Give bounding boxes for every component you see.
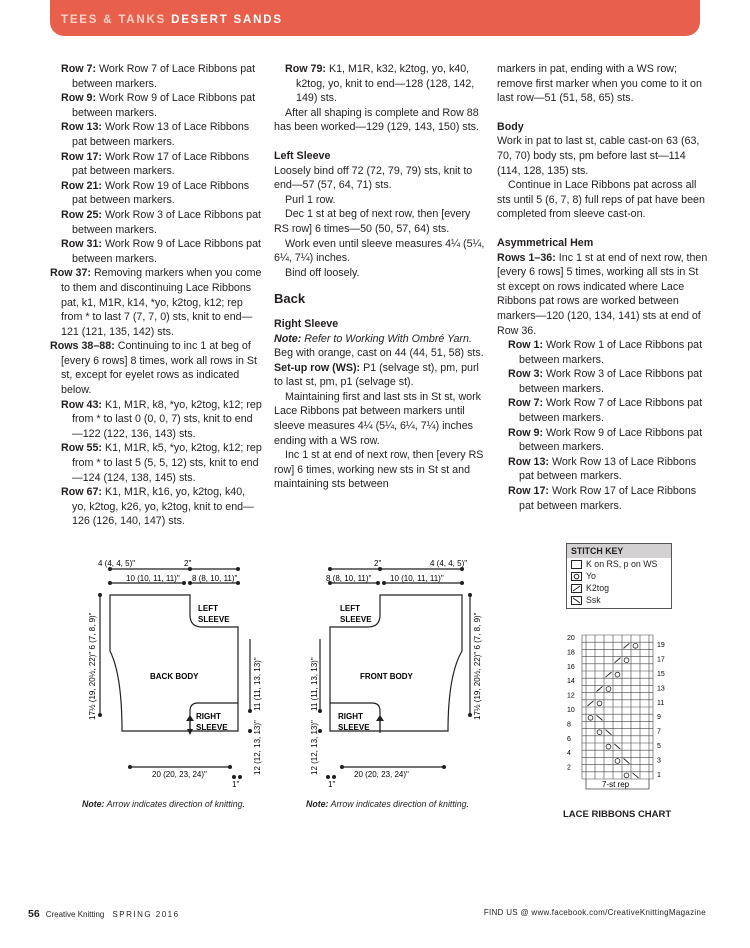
back-schematic (80, 555, 280, 800)
chart-row-label-18: 18 (567, 649, 575, 657)
chart-rep-label: 7-st rep (602, 780, 630, 789)
chart-row-label-13: 13 (657, 685, 665, 693)
footer-left (28, 908, 180, 920)
after-shaping: After all shaping is complete and Row 88 has been worked—129 (129, 143, 150) sts. (274, 106, 479, 134)
chart-yo-12 (597, 730, 602, 735)
chart-ssk-19 (633, 773, 639, 778)
chart-yo-5 (615, 672, 620, 677)
back-label-body: BACK BODY (150, 672, 199, 681)
back-label-right-sleeve: RIGHT SLEEVE (196, 712, 228, 732)
back-dim-left: 17½ (19, 20½, 22)" 6 (7, 8, 9)" (88, 612, 97, 720)
chart-yo-10 (588, 715, 593, 720)
chart-row-label-9: 9 (657, 714, 661, 722)
chart-yo-1 (633, 643, 638, 648)
left-sleeve-para-1: Loosely bind off 72 (72, 79, 79) sts, knit to end—57 (57, 64, 71) sts. (274, 164, 473, 192)
back-dim-top-a: 10 (10, 11, 11)" (126, 574, 180, 583)
key-yo: Yo (567, 570, 671, 582)
chart-ssk-13 (606, 730, 612, 735)
front-dim-top-right: 4 (4, 4, 5)" (430, 559, 468, 568)
pattern-name: DESERT SANDS (171, 14, 283, 26)
footer-right: FIND US @ www.facebook.com/CreativeKnittingMagazine (483, 908, 706, 917)
col1-row-7: Row 37: Removing markers when you come to them and discontinuing Lace Ribbons pat, k1, M1R, k14, *yo, k2tog, k12; rep from * to last 7 (7, 7, 0) sts, knit to end—121 (121, 135, 142) sts. (50, 267, 262, 338)
front-dim-left: 11 (11, 13, 13)" (310, 657, 319, 711)
ssk-symbol-icon (571, 596, 582, 605)
lace-ribbons-chart (566, 633, 706, 800)
chart-row-label-1: 1 (657, 771, 661, 779)
back-heading: Back (274, 291, 306, 307)
front-dim-right: 17½ (19, 20½, 22)" 6 (7, 8, 9)" (473, 612, 482, 720)
chart-row-label-10: 10 (567, 707, 575, 714)
chart-k2tog-4 (606, 672, 612, 677)
right-sleeve-para-1: Beg with orange, cast on 44 (44, 51, 58) sts. (274, 347, 484, 360)
right-sleeve-para-3: Inc 1 st at end of next row, then [every RS row] 6 times, working new sts in St st and maintaining sts between (274, 449, 484, 491)
hem-row-3: Row 9: Work Row 9 of Lace Ribbons pat between markers. (508, 426, 703, 454)
text-column-3 (497, 62, 709, 513)
chart-row-label-4: 4 (567, 750, 571, 758)
key-ssk: Ssk (567, 594, 671, 606)
stitch-key-title: STITCH KEY (567, 544, 671, 558)
yo-symbol-icon (571, 572, 582, 581)
chart-row-label-20: 20 (567, 635, 575, 642)
hem-row-2: Row 7: Work Row 7 of Lace Ribbons pat between markers. (508, 397, 703, 425)
left-sleeve-para-5: Bind off loosely. (285, 266, 360, 279)
back-dim-bottom: 20 (20, 23, 24)" (152, 770, 207, 779)
col1-row-6: Row 31: Work Row 9 of Lace Ribbons pat between markers. (61, 238, 261, 265)
row-79: Row 79: K1, M1R, k32, k2tog, yo, k40, k2tog, yo, knit to end—128 (128, 142, 149) sts. (285, 63, 475, 105)
back-dim-top-mid: 2" (184, 559, 192, 568)
col1-row-0: Row 7: Work Row 7 of Lace Ribbons pat between markers. (61, 63, 256, 90)
chart-k2tog-0 (624, 643, 630, 648)
left-sleeve-para-4: Work even until sleeve measures 4¼ (5¼, 6¼, 7¼) inches. (274, 237, 485, 265)
front-label-body: FRONT BODY (360, 672, 413, 681)
col1-row-8: Rows 38–88: Continuing to inc 1 at beg of [every 6 rows] 8 times, work all rows in St st, except for eyelet rows as indicated below. (50, 340, 257, 397)
col1-row-2: Row 13: Work Row 13 of Lace Ribbons pat between markers. (61, 121, 250, 148)
chart-row-label-19: 19 (657, 642, 665, 650)
col1-row-4: Row 21: Work Row 19 of Lace Ribbons pat between markers. (61, 179, 250, 207)
hem-heading: Asymmetrical Hem (497, 236, 594, 249)
back-dim-top-b: 8 (8, 10, 11)" (192, 574, 238, 583)
chart-yo-7 (606, 687, 611, 692)
col1-row-9: Row 43: K1, M1R, k8, *yo, k2tog, k12; rep from * to last 0 (0, 0, 7) sts, knit to end—122 (122, 136, 143) sts. (61, 398, 262, 440)
left-sleeve-para-3: Dec 1 st at beg of next row, then [every RS row] 6 times—50 (50, 57, 64) sts. (274, 208, 471, 235)
front-dim-top-mid: 2" (374, 559, 382, 568)
knit-symbol-icon (571, 560, 582, 569)
body-para-1: Work in pat to last st, cable cast-on 63 (63, 70, 70) body sts, pm before last st—114 (114, 128, 135) sts. (497, 135, 700, 177)
chart-row-label-7: 7 (657, 728, 661, 736)
chart-row-label-6: 6 (567, 735, 571, 743)
issue: SPRING 2016 (112, 910, 180, 919)
chart-ssk-11 (597, 715, 603, 720)
chart-row-label-17: 17 (657, 656, 665, 664)
setup-row: Set-up row (WS): P1 (selvage st), pm, purl to last st, pm, p1 (selvage st). (274, 361, 479, 389)
page-number: 56 (28, 908, 40, 920)
chart-yo-16 (615, 759, 620, 764)
col1-row-11: Row 67: K1, M1R, k16, yo, k2tog, k40, yo, k2tog, k26, yo, k2tog, knit to end—126 (126, 140, 147) sts. (61, 486, 254, 528)
col1-row-1: Row 9: Work Row 9 of Lace Ribbons pat between markers. (61, 92, 256, 119)
chart-row-label-5: 5 (657, 743, 661, 750)
back-dim-top-left: 4 (4, 4, 5)" (98, 559, 136, 568)
col1-row-10: Row 55: K1, M1R, k5, *yo, k2tog, k12; rep from * to last 5 (5, 5, 12) sts, knit to end—124 (124, 138, 145) sts. (61, 442, 262, 484)
k2tog-symbol-icon (571, 584, 582, 593)
hem-row-5: Row 17: Work Row 17 of Lace Ribbons pat between markers. (508, 485, 697, 512)
chart-row-label-8: 8 (567, 721, 571, 729)
body-heading: Body (497, 120, 524, 133)
front-dim-left-bottom: 12 (12, 13, 13)" (310, 720, 319, 775)
right-sleeve-note: Note: Refer to Working With Ombré Yarn. (274, 332, 472, 345)
chart-yo-18 (624, 773, 629, 778)
key-k2tog: K2tog (567, 582, 671, 594)
front-label-right-sleeve: RIGHT SLEEVE (338, 712, 370, 732)
chart-k2tog-6 (597, 686, 603, 691)
chart-yo-9 (597, 701, 602, 706)
hem-row-0: Row 1: Work Row 1 of Lace Ribbons pat between markers. (508, 339, 703, 366)
key-knit: K on RS, p on WS (567, 558, 671, 570)
front-dim-top-b: 10 (10, 11, 11)" (390, 574, 444, 583)
col1-row-3: Row 17: Work Row 17 of Lace Ribbons pat between markers. (61, 150, 250, 178)
text-column-2 (274, 62, 486, 492)
chart-yo-3 (624, 658, 629, 663)
chart-row-label-12: 12 (567, 692, 575, 700)
chart-k2tog-2 (615, 658, 621, 663)
chart-row-label-11: 11 (657, 699, 665, 707)
text-column-1 (50, 62, 262, 529)
col1-row-5: Row 25: Work Row 3 of Lace Ribbons pat between markers. (61, 208, 261, 236)
continued-text: markers in pat, ending with a WS row; remove first marker when you come to it on last row—51 (51, 58, 65) sts. (497, 63, 702, 105)
left-sleeve-para-2: Purl 1 row. (285, 193, 336, 206)
magazine-name: Creative Knitting (45, 910, 105, 919)
chart-ssk-15 (615, 744, 621, 749)
chart-row-label-16: 16 (567, 663, 575, 671)
back-dim-bottom-small: 1" (232, 780, 240, 789)
chart-title: LACE RIBBONS CHART (563, 809, 672, 820)
front-dim-top-a: 8 (8, 10, 11)" (326, 574, 372, 583)
section-banner (50, 0, 700, 36)
chart-k2tog-8 (588, 701, 594, 706)
hem-row-1: Row 3: Work Row 3 of Lace Ribbons pat between markers. (508, 368, 703, 395)
chart-row-label-2: 2 (567, 764, 571, 772)
chart-row-label-15: 15 (657, 671, 665, 678)
chart-yo-14 (606, 744, 611, 749)
front-diagram-note: Note: Arrow indicates direction of knitting. (306, 799, 469, 809)
left-sleeve-heading: Left Sleeve (274, 149, 331, 162)
front-dim-bottom: 20 (20, 23, 24)" (354, 770, 409, 779)
hem-rows: Rows 1–36: Inc 1 st at end of next row, then [every 6 rows] 5 times, working all sts in St st except on rows indicated where Lace Ribbons pat rows are worked between markers—120 (120, 134, 141) sts at end of Row 36. (497, 251, 708, 337)
section-name: TEES & TANKS (61, 14, 167, 26)
right-sleeve-para-2: Maintaining first and last sts in St st, work Lace Ribbons pat between markers until sleeve measures 4¼ (5¼, 6¼, 7¼) inches ending with a WS row. (274, 390, 482, 447)
chart-ssk-17 (624, 758, 630, 763)
front-label-left-sleeve: LEFT SLEEVE (340, 604, 372, 624)
back-diagram-note: Note: Arrow indicates direction of knitting. (82, 799, 245, 809)
back-dim-right-bottom: 12 (12, 13, 13)" (253, 720, 262, 775)
chart-row-label-14: 14 (567, 678, 575, 686)
front-schematic (302, 555, 502, 800)
body-para-2: Continue in Lace Ribbons pat across all sts until 5 (6, 7, 8) full reps of pat have been completed from sleeve cast-on. (497, 179, 705, 221)
right-sleeve-heading: Right Sleeve (274, 317, 339, 330)
stitch-key (566, 543, 672, 609)
back-dim-right: 11 (11, 13, 13)" (253, 657, 262, 711)
front-dim-bottom-small: 1" (328, 780, 336, 789)
back-label-left-sleeve: LEFT SLEEVE (198, 604, 230, 624)
hem-row-4: Row 13: Work Row 13 of Lace Ribbons pat between markers. (508, 455, 697, 483)
chart-row-label-3: 3 (657, 757, 661, 765)
